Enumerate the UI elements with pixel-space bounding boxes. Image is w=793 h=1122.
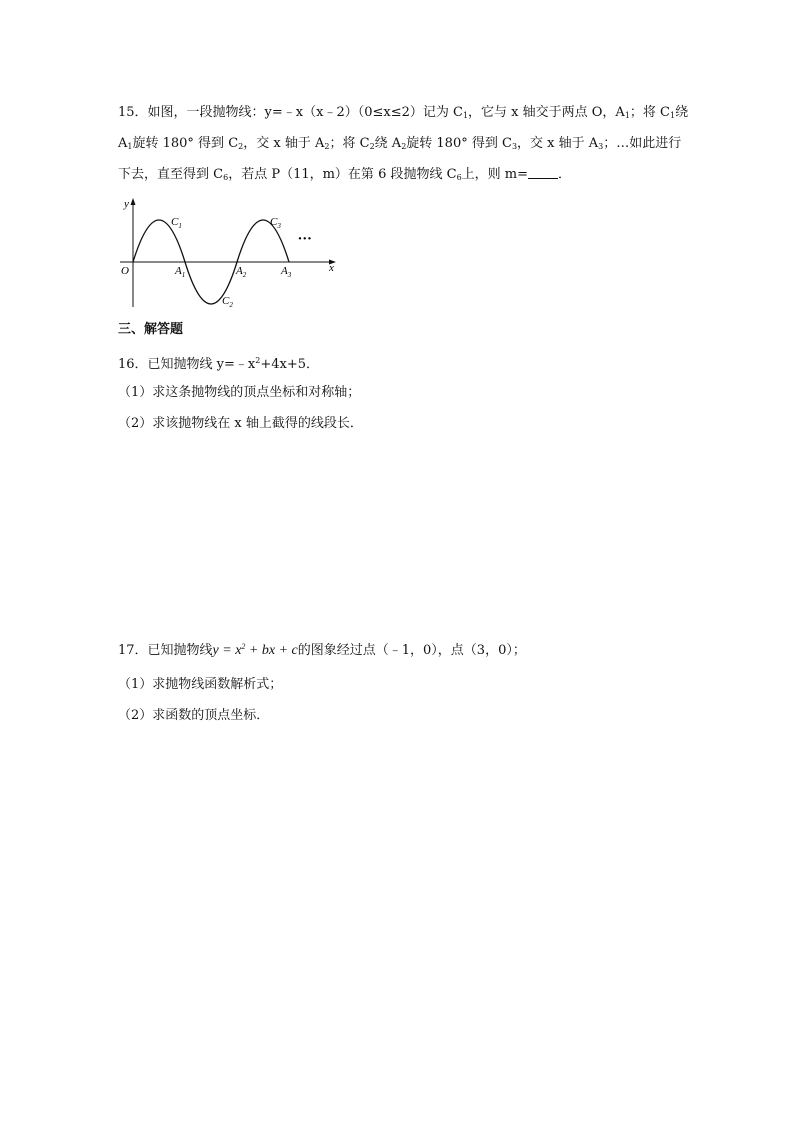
q17-part-2: （2）求函数的顶点坐标．	[118, 708, 270, 723]
q17-formula: $y = x^2$ + bx + c	[212, 642, 298, 658]
section-title: 三、解答题	[118, 322, 184, 337]
label-c3: $C_3$	[270, 216, 281, 230]
q15-line-2: $A_1$旋转 180° 得到 $C_2$，交 x 轴于 $A_2$；将 $C_2$绕 $A_2$旋转 180° 得到 $C_3$，交 x 轴于 $A_3$；…如此进行	[118, 136, 682, 151]
parabola-figure	[118, 195, 340, 310]
label-c2: $C_2$	[222, 295, 233, 309]
x-axis-label: x	[329, 262, 334, 274]
label-a2: $A_2$	[236, 265, 247, 279]
x-axis	[120, 260, 336, 265]
q16-part-1: （1）求这条抛物线的顶点坐标和对称轴；	[118, 385, 361, 400]
label-a1: $A_1$	[175, 265, 186, 279]
y-axis-label: y	[124, 198, 129, 210]
label-c1: $C_1$	[171, 216, 182, 230]
q16-stem: 16．已知抛物线 $y=﹣x^2+4x+5$．	[118, 356, 320, 372]
q17-stem: 17．已知抛物线$y = x^2$ + bx + c的图象经过点（﹣1，0），点（3，0）；	[118, 642, 526, 658]
y-axis	[131, 198, 136, 307]
q16-part-2: （2）求该抛物线在 x 轴上截得的线段长．	[118, 416, 363, 431]
label-a3: $A_3$	[281, 265, 292, 279]
origin-label: O	[121, 265, 129, 277]
continuation-dots: ···	[298, 231, 313, 247]
answer-blank	[528, 166, 558, 179]
q15-line-1: 15．如图，一段抛物线：y=﹣x（x﹣2）（0≤x≤2）记为 $C_1$，它与 x 轴交于两点 O，$A_1$；将 $C_1$绕	[118, 105, 689, 120]
q15-line-3: 下去，直至得到 $C_6$，若点 P（11，m）在第 6 段抛物线 $C_6$上，则 m= ．	[118, 167, 572, 182]
curve-c3	[237, 220, 289, 262]
q17-part-1: （1）求抛物线函数解析式；	[118, 677, 283, 692]
